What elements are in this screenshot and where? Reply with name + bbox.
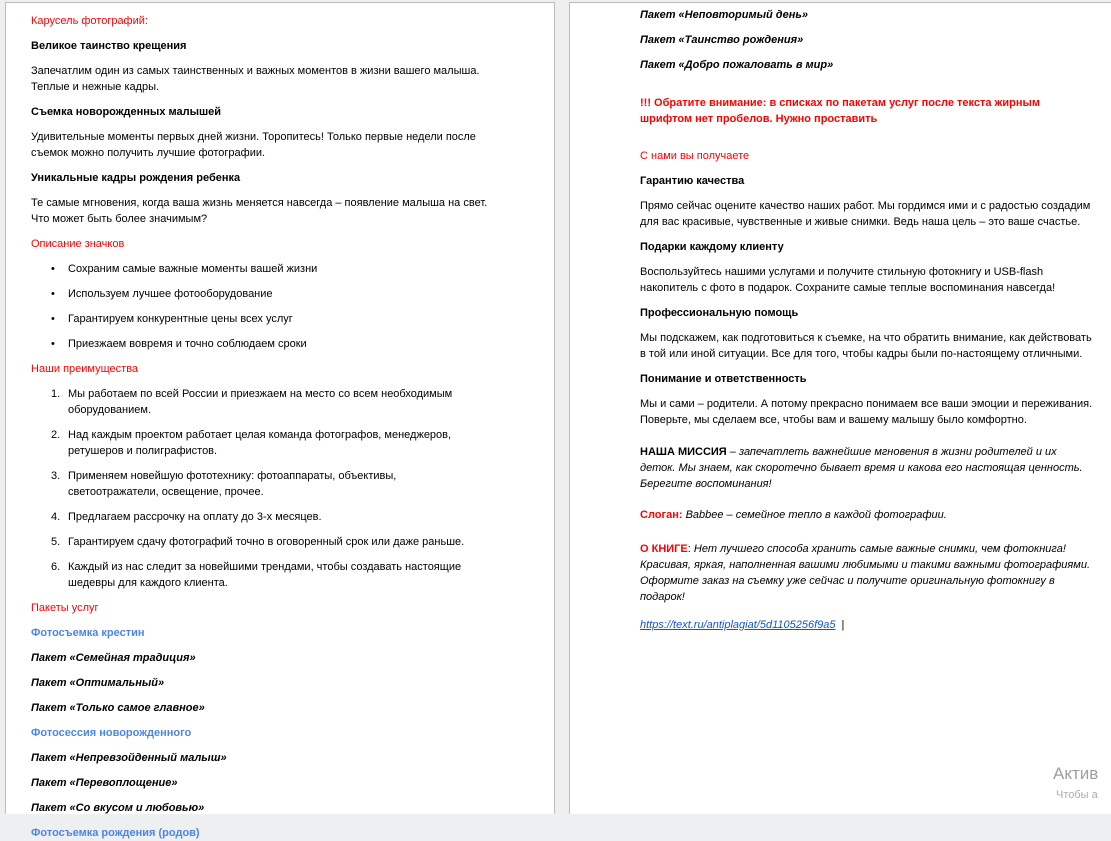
package-item: Пакет «Неповторимый день» (640, 9, 808, 21)
feature-title: Съемка новорожденных малышей (31, 106, 222, 118)
numbered-list-item (31, 534, 490, 550)
text-cursor: | (841, 619, 845, 631)
bullet-marker: • (51, 263, 55, 275)
package-item: Пакет «Только самое главное» (31, 702, 205, 714)
benefit-body: Воспользуйтесь нашими услугами и получите стильную фотокнигу и USB-flash накопитель с фото в подарок. Сохраните самые теплые воспоминания навсегда! (640, 266, 1056, 294)
carousel-heading: Карусель фотографий: (31, 15, 148, 27)
numbered-list-item (31, 559, 490, 591)
numbered-list-item (31, 509, 490, 525)
package-item: Пакет «Перевоплощение» (31, 777, 178, 789)
feature-body: Удивительные моменты первых дней жизни. Торопитесь! Только первые недели после съемок можно получить лучшие фотографии. (31, 131, 476, 159)
packages-heading: Пакеты услуг (31, 602, 99, 614)
benefit-title: Профессиональную помощь (640, 307, 799, 319)
bullet-list-item (31, 261, 490, 277)
bullet-list-item (31, 286, 490, 302)
numbered-text: Мы работаем по всей России и приезжаем на место со всем необходимым оборудованием. (68, 388, 453, 416)
service-category-heading: Фотосъемка крестин (31, 627, 145, 639)
benefit-body: Мы подскажем, как подготовиться к съемке, на что обратить внимание, как действовать в той или иной ситуации. Все для того, чтобы кадры были по-настоящему отличными. (640, 332, 1092, 360)
page-right-content (570, 3, 1093, 633)
number-marker: 4. (51, 511, 61, 523)
number-marker: 3. (51, 470, 61, 482)
slogan-lead: Слоган: (640, 509, 683, 521)
mission-statement (640, 444, 1093, 492)
benefit-body: Мы и сами – родители. А потому прекрасно понимаем все ваши эмоции и переживания. Поверьте, мы сделаем все, чтобы вам и вашему малышу было комфортно. (640, 398, 1093, 426)
bullet-text: Гарантируем конкурентные цены всех услуг (68, 313, 293, 325)
package-item: Пакет «Непревзойденный малыш» (31, 752, 227, 764)
mission-lead: НАША МИССИЯ (640, 446, 727, 458)
document-page-right[interactable] (569, 2, 1111, 814)
bullet-list-item (31, 311, 490, 327)
numbered-text: Каждый из нас следит за новейшими трендами, чтобы создавать настоящие шедевры для каждого клиента. (68, 561, 462, 589)
benefit-title: Понимание и ответственность (640, 373, 807, 385)
link-line (640, 617, 1093, 633)
benefit-title: Гарантию качества (640, 175, 745, 187)
feature-title: Уникальные кадры рождения ребенка (31, 172, 241, 184)
package-item: Пакет «Со вкусом и любовью» (31, 802, 205, 814)
slogan-text: Babbee – семейное тепло в каждой фотографии. (682, 509, 947, 521)
numbered-list-item (31, 427, 490, 459)
numbered-list-item (31, 386, 490, 418)
bullet-marker: • (51, 313, 55, 325)
numbered-text: Гарантируем сдачу фотографий точно в оговоренный срок или даже раньше. (68, 536, 465, 548)
about-book-text: Нет лучшего способа хранить самые важные снимки, чем фотокнига! Красивая, яркая, наполненная вашими любимыми и такими важными фотографиями. Оформите заказ на съемку уже сейчас и получите оригинальную фотокнигу в подарок! (640, 543, 1091, 603)
slogan (640, 507, 1093, 523)
package-item: Пакет «Семейная традиция» (31, 652, 196, 664)
windows-activation-watermark-line2: Чтобы а (1056, 789, 1098, 801)
number-marker: 6. (51, 561, 61, 573)
about-book-colon: : (687, 543, 694, 555)
antiplagiat-link[interactable]: https://text.ru/antiplagiat/5d1105256f9a5 (640, 619, 836, 631)
bullet-text: Используем лучшее фотооборудование (68, 288, 273, 300)
numbered-text: Предлагаем рассрочку на оплату до 3-х месяцев. (68, 511, 322, 523)
about-book-lead: О КНИГЕ (640, 543, 688, 555)
advantages-heading: Наши преимущества (31, 363, 139, 375)
benefits-heading: С нами вы получаете (640, 150, 750, 162)
package-item: Пакет «Таинство рождения» (640, 34, 804, 46)
page-left-content (6, 3, 490, 841)
bullet-marker: • (51, 288, 55, 300)
service-category-heading: Фотосессия новорожденного (31, 727, 192, 739)
mission-text: – запечатлеть важнейшие мгновения в жизни родителей и их деток. Мы знаем, как скоротечно бывает время и какова его настоящая ценность. Берегите воспоминания! (640, 446, 1083, 490)
benefit-title: Подарки каждому клиенту (640, 241, 784, 253)
bullet-marker: • (51, 338, 55, 350)
benefit-body: Прямо сейчас оцените качество наших работ. Мы гордимся ими и с радостью создадим для вас красивые, чувственные и живые снимки. Ведь наша цель – это ваше счастье. (640, 200, 1091, 228)
service-category-heading: Фотосъемка рождения (родов) (31, 827, 200, 839)
feature-body: Те самые мгновения, когда ваша жизнь меняется навсегда – появление малыша на свет. Что может быть более значимым? (31, 197, 488, 225)
feature-title: Великое таинство крещения (31, 40, 187, 52)
icons-heading: Описание значков (31, 238, 125, 250)
numbered-list-item (31, 468, 490, 500)
number-marker: 1. (51, 388, 61, 400)
bullet-text: Приезжаем вовремя и точно соблюдаем сроки (68, 338, 307, 350)
bullet-text: Сохраним самые важные моменты вашей жизни (68, 263, 318, 275)
attention-note: !!! Обратите внимание: в списках по пакетам услуг после текста жирным шрифтом нет пробелов. Нужно проставить (640, 97, 1040, 125)
about-book (640, 541, 1093, 605)
number-marker: 2. (51, 429, 61, 441)
feature-body: Запечатлим один из самых таинственных и важных моментов в жизни вашего малыша. Теплые и нежные кадры. (31, 65, 480, 93)
numbered-text: Над каждым проектом работает целая команда фотографов, менеджеров, ретушеров и полиграфистов. (68, 429, 452, 457)
document-page-left[interactable] (5, 2, 555, 839)
package-item: Пакет «Оптимальный» (31, 677, 165, 689)
windows-activation-watermark-line1: Актив (1053, 764, 1099, 783)
bullet-list-item (31, 336, 490, 352)
package-item: Пакет «Добро пожаловать в мир» (640, 59, 834, 71)
numbered-text: Применяем новейшую фототехнику: фотоаппараты, объективы, светоотражатели, освещение, прочее. (68, 470, 397, 498)
number-marker: 5. (51, 536, 61, 548)
